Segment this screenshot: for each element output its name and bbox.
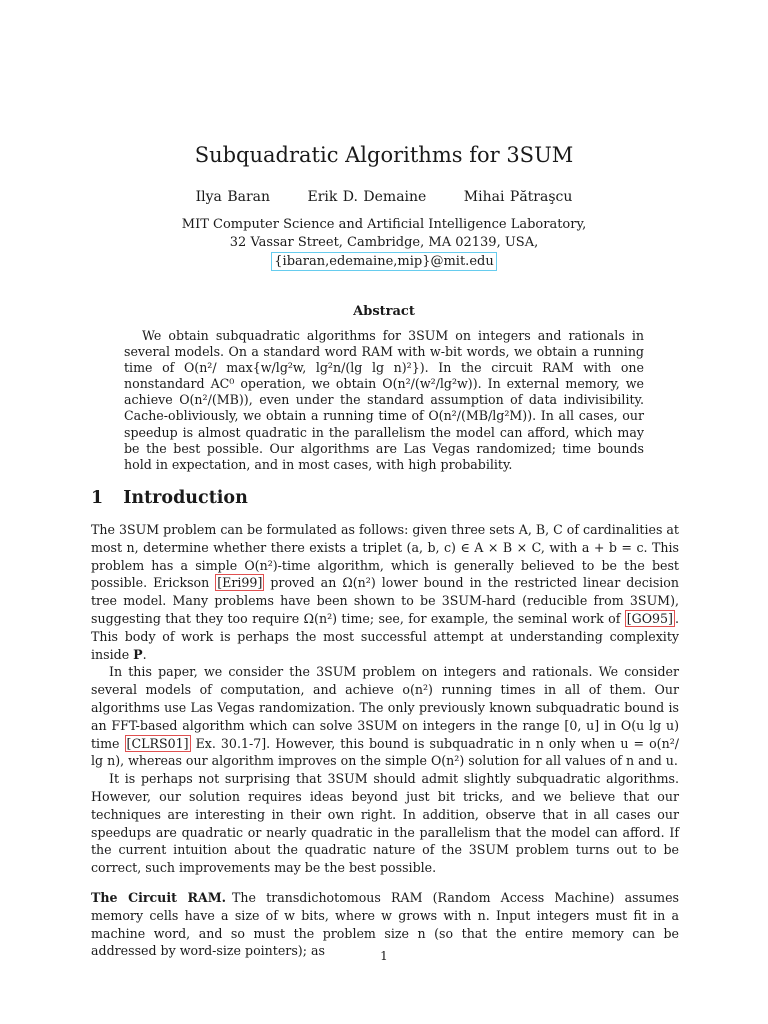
text-run: The 3SUM problem can be formulated as follows: given three sets A, B, C of cardinalities at most n, determine whether there exists a triplet (a, b, c) ∈ A × B × C, with a + b = c. This problem has a simple O(n²)-time algorithm, which is generally believed to be the best possible. Erickson (91, 522, 679, 591)
paragraph (91, 663, 679, 770)
text-run: The transdichotomous RAM (Random Access Machine) assumes memory cells have a size of w bits, where w grows with n. Input integers must fit in a machine word, and so must the problem size n (so that the entire memory can be addressed by word-size pointers); as (91, 889, 680, 959)
author-list (0, 189, 768, 205)
section-number: 1 (91, 488, 104, 508)
paper-title: Subquadratic Algorithms for 3SUM (194, 143, 574, 167)
section-heading (91, 488, 248, 508)
citation-link[interactable]: [Eri99] (217, 575, 263, 591)
section-title: Introduction (123, 488, 248, 508)
text-run: . This body of work is perhaps the most successful attempt at understanding complexity inside (91, 610, 679, 662)
citation-link[interactable]: [GO95] (626, 610, 673, 626)
author-name: Mihai Pătraşcu (463, 189, 573, 205)
abstract-heading: Abstract (353, 304, 415, 319)
text-run: Ex. 30.1-7]. However, this bound is subquadratic in n only when u = o(n²/ lg n), whereas our algorithm improves on the simple O(n²) solution for all values of n and u. (91, 735, 679, 769)
body-text (91, 521, 679, 960)
text-run: . (142, 646, 147, 662)
paragraph (91, 521, 679, 663)
affiliation (0, 216, 768, 271)
paragraph: It is perhaps not surprising that 3SUM should admit slightly subquadratic algorithms. However, our solution requires ideas beyond just bit tricks, and we believe that our techniques are interesting in their own right. In addition, observe that in all cases our speedups are quadratic or nearly quadratic in the parallelism that the model can afford. If the current intuition about the quadratic nature of the 3SUM problem turns out to be correct, such improvements may be the best possible. (91, 771, 679, 876)
text-run: P (133, 646, 143, 662)
abstract-body (124, 328, 644, 473)
run-in-heading: The Circuit RAM. (91, 889, 227, 905)
text-run: In this paper, we consider the 3SUM problem on integers and rationals. We consider several models of computation, and achieve o(n²) running times in all of them. Our algorithms use Las Vegas randomization. The only previously known subquadratic bound is an FFT-based algorithm which can solve 3SUM on integers in the range [0, u] in O(u lg u) time (91, 664, 679, 751)
abstract-text: We obtain subquadratic algorithms for 3SUM on integers and rationals in several models. On a standard word RAM with w-bit words, we obtain a running time of O(n²/ max{w/lg²w, lg²n/(lg lg n)²}). In the circuit RAM with one nonstandard AC⁰ operation, we obtain O(n²/(w²/lg²w)). In external memory, we achieve O(n²/(MB)), even under the standard assumption of data indivisibility. Cache-obliviously, we obtain a running time of O(n²/(MB/lg²M)). In all cases, our speedup is almost quadratic in the parallelism the model can afford, which may be the best possible. Our algorithms are Las Vegas randomized; time bounds hold in expectation, and in most cases, with high probability. (124, 328, 644, 472)
email-link[interactable]: {ibaran,edemaine,mip}@mit.edu (271, 252, 496, 271)
affiliation-line: MIT Computer Science and Artificial Intelligence Laboratory, (181, 217, 587, 232)
author-name: Ilya Baran (195, 189, 271, 205)
citation-link[interactable]: [CLRS01] (126, 735, 189, 751)
text-run: proved an Ω(n²) lower bound in the restricted linear decision tree model. Many problems have been shown to be 3SUM-hard (reducible from 3SUM), suggesting that they too require Ω(n²) time; see, for example, the seminal work of (91, 575, 680, 626)
affiliation-line: 32 Vassar Street, Cambridge, MA 02139, USA, (229, 235, 539, 250)
author-name: Erik D. Demaine (307, 189, 427, 205)
page-number: 1 (380, 949, 388, 963)
